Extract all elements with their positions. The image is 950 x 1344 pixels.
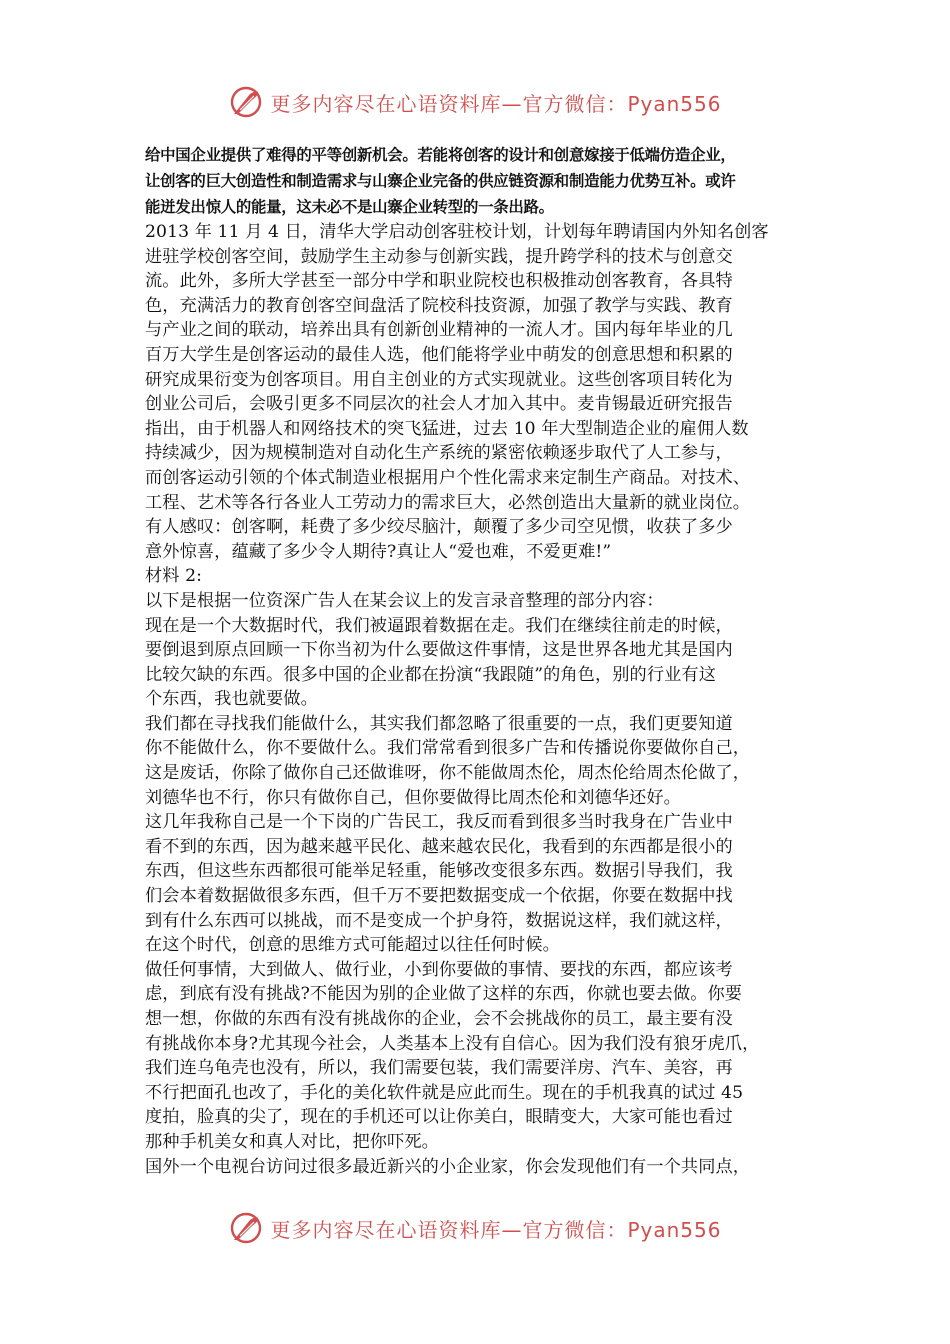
body-text (145, 220, 810, 1179)
text-line: 进驻学校创客空间，鼓励学生主动参与创新实践，提升跨学科的技术与创意交 (145, 246, 733, 267)
text-line: 给中国企业提供了难得的平等创新机会。若能将创客的设计和创意嫁接于低端仿造企业， (145, 146, 736, 164)
watermark-header (0, 82, 950, 122)
text-line: 工程、艺术等各行各业人工劳动力的需求巨大，必然创造出大量新的就业岗位。 (145, 492, 751, 513)
text-line: 研究成果衍变为创客项目。用自主创业的方式实现就业。这些创客项目转化为 (145, 369, 733, 390)
text-line: 到有什么东西可以挑战，而不是变成一个护身符，数据说这样，我们就这样， (145, 910, 733, 931)
text-line: 要倒退到原点回顾一下你当初为什么要做这件事情，这是世界各地尤其是国内 (145, 640, 733, 661)
text-line: 做任何事情，大到做人、做行业，小到你要做的事情、要找的东西，都应该考 (145, 959, 733, 980)
lead-paragraph (145, 142, 810, 220)
watermark-text: 更多内容尽在心语资料库—官方微信：Pyan556 (270, 1217, 722, 1242)
text-line: 现在是一个大数据时代，我们被逼跟着数据在走。我们在继续往前走的时候， (145, 615, 733, 636)
text-line: 我们都在寻找我们能做什么，其实我们都忽略了很重要的一点，我们更要知道 (145, 713, 733, 734)
text-line: 创业公司后，会吸引更多不同层次的社会人才加入其中。麦肯锡最近研究报告 (145, 394, 733, 415)
text-line: 让创客的巨大创造性和制造需求与山寨企业完备的供应链资源和制造能力优势互补。或许 (145, 172, 736, 190)
text-line: 有人感叹：创客啊，耗费了多少绞尽脑汁，颠覆了多少司空见惯，收获了多少 (145, 517, 733, 538)
text-line: 们会本着数据做很多东西，但千万不要把数据变成一个依据，你要在数据中找 (145, 886, 733, 907)
text-line: 这几年我称自己是一个下岗的广告民工，我反而看到很多当时我身在广告业中 (145, 812, 733, 833)
text-line: 这是废话，你除了做你自己还做谁呀，你不能做周杰伦，周杰伦给周杰伦做了， (145, 763, 751, 784)
text-line: 持续减少，因为规模制造对自动化生产系统的紧密依赖逐步取代了人工参与， (145, 443, 733, 464)
text-line: 那种手机美女和真人对比，把你吓死。 (145, 1131, 439, 1152)
quill-logo-icon (228, 1210, 264, 1246)
text-line: 材料 2: (145, 566, 203, 587)
text-line: 我们连乌龟壳也没有，所以，我们需要包装，我们需要洋房、汽车、美容，再 (145, 1058, 733, 1079)
text-line: 度拍，脸真的尖了，现在的手机还可以让你美白，眼睛变大，大家可能也看过 (145, 1107, 733, 1128)
text-line: 个东西，我也就要做。 (145, 689, 318, 710)
watermark-text: 更多内容尽在心语资料库—官方微信：Pyan556 (270, 91, 722, 116)
text-line: 国外一个电视台访问过很多最近新兴的小企业家，你会发现他们有一个共同点， (145, 1156, 751, 1177)
text-line: 与产业之间的联动，培养出具有创新创业精神的一流人才。国内每年毕业的几 (145, 320, 733, 341)
text-line: 比较欠缺的东西。很多中国的企业都在扮演“我跟随”的角色，别的行业有这 (145, 664, 716, 685)
watermark-footer (0, 1208, 950, 1248)
text-line: 看不到的东西，因为越来越平民化、越来越农民化，我看到的东西都是很小的 (145, 836, 733, 857)
text-line: 刘德华也不行，你只有做你自己，但你要做得比周杰伦和刘德华还好。 (145, 787, 681, 808)
text-line: 能迸发出惊人的能量，这未必不是山寨企业转型的一条出路。 (145, 198, 554, 216)
text-line: 而创客运动引领的个体式制造业根据用户个性化需求来定制生产商品。对技术、 (145, 467, 751, 488)
text-line: 不行把面孔也改了，手化的美化软件就是应此而生。现在的手机我真的试过 45 (145, 1082, 744, 1103)
text-line: 流。此外，多所大学甚至一部分中学和职业院校也积极推动创客教育，各具特 (145, 271, 733, 292)
quill-logo-icon (228, 84, 264, 120)
text-line: 意外惊喜，蕴藏了多少令人期待?真让人“爱也难，不爱更难!” (145, 541, 612, 562)
text-line: 以下是根据一位资深广告人在某会议上的发言录音整理的部分内容： (145, 590, 664, 611)
text-line: 有挑战你本身?尤其现今社会，人类基本上没有自信心。因为我们没有狼牙虎爪， (145, 1033, 760, 1054)
text-line: 在这个时代，创意的思维方式可能超过以往任何时候。 (145, 935, 560, 956)
text-line: 2013 年 11 月 4 日，清华大学启动创客驻校计划，计划每年聘请国内外知名创客 (145, 222, 769, 242)
document-content (145, 142, 810, 1179)
text-line: 东西，但这些东西都很可能举足轻重，能够改变很多东西。数据引导我们，我 (145, 861, 733, 882)
text-line: 百万大学生是创客运动的最佳人选，他们能将学业中萌发的创意思想和积累的 (145, 344, 733, 365)
text-line: 指出，由于机器人和网络技术的突飞猛进，过去 10 年大型制造企业的雇佣人数 (145, 418, 749, 439)
text-line: 虑，到底有没有挑战?不能因为别的企业做了这样的东西，你就也要去做。你要 (145, 984, 743, 1005)
text-line: 色，充满活力的教育创客空间盘活了院校科技资源，加强了教学与实践、教育 (145, 295, 733, 316)
text-line: 你不能做什么，你不要做什么。我们常常看到很多广告和传播说你要做你自己， (145, 738, 751, 759)
text-line: 想一想，你做的东西有没有挑战你的企业，会不会挑战你的员工，最主要有没 (145, 1009, 733, 1029)
